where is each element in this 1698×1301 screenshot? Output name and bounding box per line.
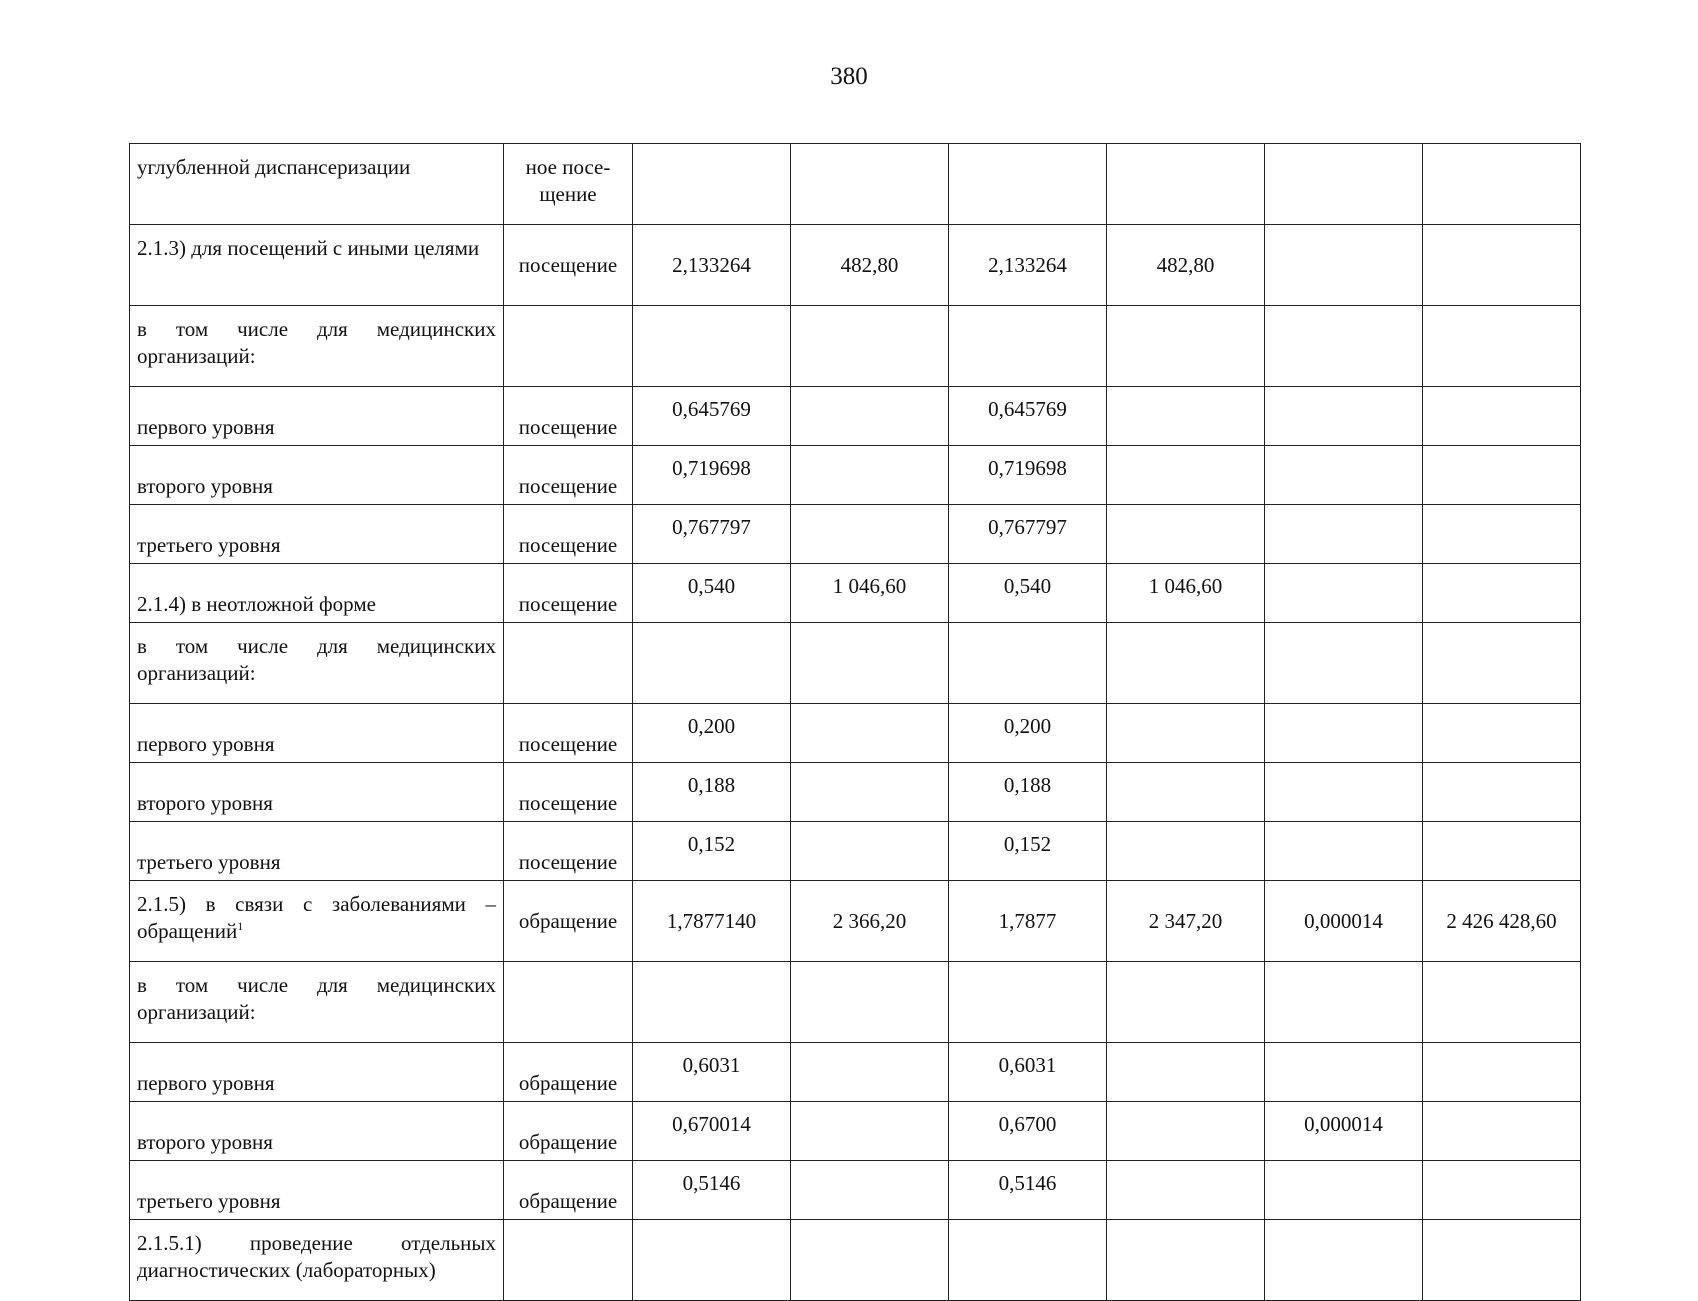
table-row [130, 306, 1581, 387]
value-cell [1265, 505, 1423, 564]
value-cell [633, 306, 791, 387]
row-unit: обращение [504, 1102, 633, 1161]
value-cell [633, 962, 791, 1043]
value-cell: 0,152 [633, 822, 791, 881]
row-description-text: в том числе для медицинских организаций: [137, 973, 496, 1024]
value-cell: 0,188 [633, 763, 791, 822]
value-cell [1265, 387, 1423, 446]
value-cell [791, 704, 949, 763]
value-cell [1423, 306, 1581, 387]
value-cell [1265, 446, 1423, 505]
value-cell: 482,80 [1107, 225, 1265, 306]
value-cell: 0,5146 [949, 1161, 1107, 1220]
value-cell [1265, 704, 1423, 763]
data-table [129, 143, 1581, 1301]
row-description [130, 1102, 504, 1161]
value-cell [1107, 1220, 1265, 1301]
value-cell [1107, 1161, 1265, 1220]
table-row [130, 505, 1581, 564]
row-description [130, 446, 504, 505]
table-row [130, 763, 1581, 822]
row-description [130, 387, 504, 446]
value-cell [1423, 144, 1581, 225]
value-cell [791, 822, 949, 881]
value-cell [1265, 306, 1423, 387]
value-cell [633, 144, 791, 225]
value-cell [1265, 1043, 1423, 1102]
value-cell: 482,80 [791, 225, 949, 306]
page-number: 380 [830, 63, 868, 90]
row-unit: ное посе-щение [504, 144, 633, 225]
row-unit: посещение [504, 225, 633, 306]
value-cell [1107, 446, 1265, 505]
value-cell [1423, 1161, 1581, 1220]
value-cell: 0,000014 [1265, 1102, 1423, 1161]
value-cell [1107, 1102, 1265, 1161]
footnote-marker: 1 [237, 919, 244, 933]
row-description [130, 962, 504, 1043]
row-unit [504, 1220, 633, 1301]
row-unit: посещение [504, 704, 633, 763]
value-cell [949, 623, 1107, 704]
row-unit: обращение [504, 881, 633, 962]
value-cell [791, 1161, 949, 1220]
value-cell [1107, 704, 1265, 763]
table-row [130, 1102, 1581, 1161]
value-cell [1265, 1161, 1423, 1220]
row-unit: посещение [504, 446, 633, 505]
value-cell [791, 387, 949, 446]
row-description-text: в том числе для медицинских организаций: [137, 317, 496, 368]
value-cell: 0,200 [633, 704, 791, 763]
value-cell: 0,152 [949, 822, 1107, 881]
value-cell [1423, 763, 1581, 822]
value-cell [1265, 962, 1423, 1043]
value-cell [791, 962, 949, 1043]
row-description [130, 623, 504, 704]
value-cell [791, 1102, 949, 1161]
value-cell [633, 623, 791, 704]
value-cell: 0,5146 [633, 1161, 791, 1220]
value-cell: 0,645769 [633, 387, 791, 446]
row-description [130, 1220, 504, 1301]
row-unit: посещение [504, 505, 633, 564]
value-cell [1107, 306, 1265, 387]
value-cell: 0,540 [633, 564, 791, 623]
row-unit: посещение [504, 387, 633, 446]
value-cell [1107, 387, 1265, 446]
row-description [130, 306, 504, 387]
row-unit: обращение [504, 1161, 633, 1220]
table-row [130, 387, 1581, 446]
row-unit [504, 962, 633, 1043]
value-cell [1423, 505, 1581, 564]
row-description-text: углубленной диспансеризации [137, 155, 411, 179]
value-cell [1423, 446, 1581, 505]
value-cell [791, 144, 949, 225]
value-cell [1265, 763, 1423, 822]
value-cell [1107, 1043, 1265, 1102]
value-cell: 0,000014 [1265, 881, 1423, 962]
value-cell [1265, 225, 1423, 306]
value-cell [633, 1220, 791, 1301]
value-cell [1423, 1043, 1581, 1102]
row-unit [504, 306, 633, 387]
row-description [130, 763, 504, 822]
value-cell [1107, 144, 1265, 225]
value-cell [1265, 822, 1423, 881]
row-unit: посещение [504, 564, 633, 623]
row-description-text: 2.1.4) в неотложной форме [137, 592, 376, 616]
table-row [130, 704, 1581, 763]
value-cell [1423, 564, 1581, 623]
value-cell [1107, 962, 1265, 1043]
value-cell: 0,200 [949, 704, 1107, 763]
value-cell [1423, 387, 1581, 446]
row-description-text: первого уровня [137, 732, 275, 756]
row-description-text: первого уровня [137, 415, 275, 439]
row-description-text: второго уровня [137, 791, 273, 815]
row-unit: обращение [504, 1043, 633, 1102]
value-cell [1423, 962, 1581, 1043]
value-cell: 2,133264 [949, 225, 1107, 306]
value-cell [1423, 1102, 1581, 1161]
value-cell: 0,719698 [633, 446, 791, 505]
value-cell: 1 046,60 [1107, 564, 1265, 623]
row-description [130, 505, 504, 564]
value-cell [1423, 704, 1581, 763]
row-description [130, 704, 504, 763]
row-description-text: в том числе для медицинских организаций: [137, 634, 496, 685]
row-unit: посещение [504, 763, 633, 822]
value-cell [1423, 1220, 1581, 1301]
value-cell: 1,7877140 [633, 881, 791, 962]
value-cell [1107, 822, 1265, 881]
value-cell [949, 962, 1107, 1043]
row-description [130, 1043, 504, 1102]
value-cell: 0,6700 [949, 1102, 1107, 1161]
value-cell [1423, 822, 1581, 881]
row-description-text: 2.1.5.1) проведение отдельных диагностических (лабораторных) [137, 1231, 496, 1282]
table-row [130, 144, 1581, 225]
value-cell [1107, 505, 1265, 564]
value-cell [791, 1220, 949, 1301]
value-cell [791, 306, 949, 387]
value-cell: 2 347,20 [1107, 881, 1265, 962]
value-cell [791, 1043, 949, 1102]
value-cell: 0,670014 [633, 1102, 791, 1161]
table-row [130, 822, 1581, 881]
value-cell [1265, 623, 1423, 704]
value-cell: 1,7877 [949, 881, 1107, 962]
table-row [130, 1220, 1581, 1301]
value-cell: 1 046,60 [791, 564, 949, 623]
row-description [130, 881, 504, 962]
row-description [130, 822, 504, 881]
value-cell: 0,540 [949, 564, 1107, 623]
value-cell: 0,719698 [949, 446, 1107, 505]
table-row [130, 623, 1581, 704]
value-cell: 0,767797 [949, 505, 1107, 564]
value-cell: 0,767797 [633, 505, 791, 564]
value-cell: 2 366,20 [791, 881, 949, 962]
value-cell [791, 446, 949, 505]
row-description [130, 225, 504, 306]
value-cell [949, 144, 1107, 225]
table-row [130, 564, 1581, 623]
value-cell: 2 426 428,60 [1423, 881, 1581, 962]
table-row [130, 962, 1581, 1043]
value-cell [791, 505, 949, 564]
row-description-text: первого уровня [137, 1071, 275, 1095]
row-description-text: 2.1.3) для посещений с иными целями [137, 236, 480, 260]
value-cell [1265, 144, 1423, 225]
table-row [130, 225, 1581, 306]
value-cell: 0,645769 [949, 387, 1107, 446]
value-cell: 0,188 [949, 763, 1107, 822]
table-row [130, 446, 1581, 505]
row-description [130, 144, 504, 225]
row-unit [504, 623, 633, 704]
table-row [130, 881, 1581, 962]
value-cell [949, 1220, 1107, 1301]
row-description-text: третьего уровня [137, 850, 281, 874]
value-cell [1423, 623, 1581, 704]
row-unit: посещение [504, 822, 633, 881]
value-cell [1265, 564, 1423, 623]
table-body [130, 144, 1581, 1301]
row-description [130, 1161, 504, 1220]
value-cell [1107, 623, 1265, 704]
value-cell: 0,6031 [633, 1043, 791, 1102]
row-description-text: третьего уровня [137, 533, 281, 557]
table-row [130, 1161, 1581, 1220]
row-description [130, 564, 504, 623]
value-cell [1107, 763, 1265, 822]
row-description-text: третьего уровня [137, 1189, 281, 1213]
value-cell [791, 763, 949, 822]
row-description-text: второго уровня [137, 1130, 273, 1154]
value-cell [791, 623, 949, 704]
table-row [130, 1043, 1581, 1102]
row-description-text: 2.1.5) в связи с заболеваниями – обращений [137, 892, 496, 943]
row-description-text: второго уровня [137, 474, 273, 498]
value-cell: 0,6031 [949, 1043, 1107, 1102]
value-cell [1423, 225, 1581, 306]
value-cell [949, 306, 1107, 387]
value-cell [1265, 1220, 1423, 1301]
value-cell: 2,133264 [633, 225, 791, 306]
